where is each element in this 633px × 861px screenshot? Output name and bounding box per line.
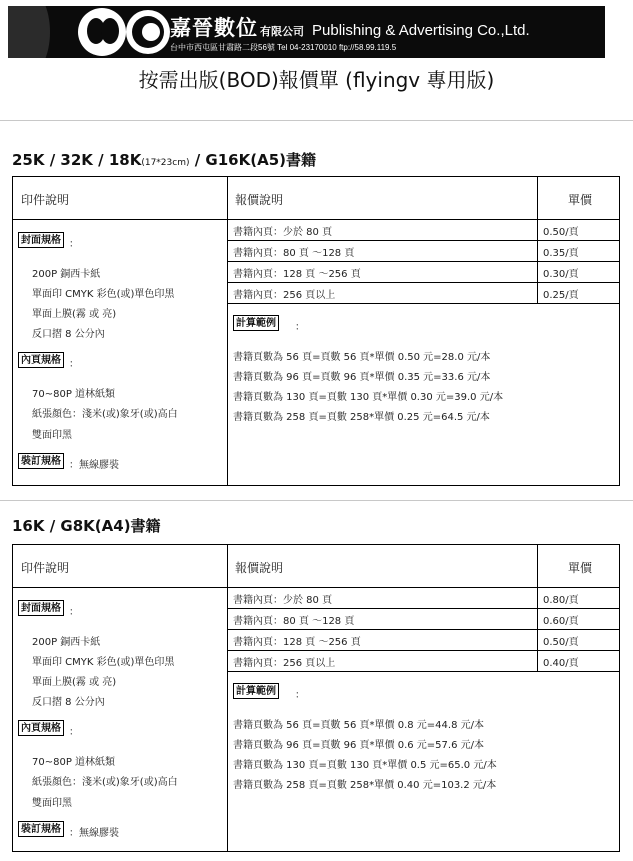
column-divider (227, 545, 228, 851)
header-spec: 印件說明 (21, 561, 70, 575)
binding-spec-label-text: 裝訂規格 (21, 824, 61, 835)
binding-spec-label-text: 裝訂規格 (21, 456, 61, 467)
cover-spec-item: 200P 銅西卡紙 (32, 269, 101, 280)
header-banner (8, 6, 605, 58)
quote-row-price: 0.60/頁 (543, 616, 579, 627)
quote-row-desc: 書籍內頁：80 頁 ～128 頁 (233, 616, 355, 627)
quote-row-desc: 書籍內頁：256 頁以上 (233, 290, 336, 301)
cover-spec-item: 單面上膜(霧 或 亮) (32, 677, 117, 688)
row-divider (227, 261, 619, 262)
divider (0, 120, 633, 121)
binding-spec-value: ：無線膠裝 (69, 460, 119, 471)
price-table (12, 176, 620, 486)
calc-example-label (233, 683, 279, 699)
calc-line: 書籍頁數為 96 頁=頁數 96 頁*單價 0.35 元=33.6 元/本 (233, 372, 491, 383)
calc-line: 書籍頁數為 56 頁=頁數 56 頁*單價 0.8 元=44.8 元/本 (233, 720, 484, 731)
calc-line: 書籍頁數為 56 頁=頁數 56 頁*單價 0.50 元=28.0 元/本 (233, 352, 491, 363)
logo-shape (8, 6, 50, 58)
inner-spec-label-text: 內頁規格 (21, 723, 61, 734)
section-title-suffix: / G16K(A5)書籍 (189, 151, 316, 169)
column-divider (227, 177, 228, 485)
calc-line: 書籍頁數為 130 頁=頁數 130 頁*單價 0.5 元=65.0 元/本 (233, 760, 497, 771)
quote-row-price: 0.80/頁 (543, 595, 579, 606)
quote-row-desc: 書籍內頁：128 頁 ～256 頁 (233, 269, 361, 280)
section-title-main: 16K / G8K(A4)書籍 (12, 517, 161, 535)
row-divider (227, 240, 619, 241)
colon: ： (69, 359, 79, 370)
quote-row-desc: 書籍內頁：128 頁 ～256 頁 (233, 637, 361, 648)
calc-example-label-text: 計算範例 (236, 318, 276, 329)
row-divider (227, 608, 619, 609)
header-divider (13, 587, 619, 588)
binding-spec-value: ：無線膠裝 (69, 828, 119, 839)
quote-row-desc: 書籍內頁：少於 80 頁 (233, 227, 333, 238)
quote-row-desc: 書籍內頁：256 頁以上 (233, 658, 336, 669)
inner-spec-item: 紙張顏色：淺米(或)象牙(或)高白 (32, 777, 178, 788)
cover-spec-item: 單面印 CMYK 彩色(或)單色印黑 (32, 289, 175, 300)
row-divider (227, 303, 619, 304)
header-spec: 印件說明 (21, 193, 70, 207)
inner-spec-item: 雙面印黑 (32, 798, 72, 809)
header-price: 單價 (568, 193, 593, 207)
inner-spec-item: 雙面印黑 (32, 430, 72, 441)
divider (0, 500, 633, 501)
row-divider (227, 282, 619, 283)
row-divider (227, 650, 619, 651)
quote-row-price: 0.35/頁 (543, 248, 579, 259)
header-divider (13, 219, 619, 220)
calc-line: 書籍頁數為 258 頁=頁數 258*單價 0.40 元=103.2 元/本 (233, 780, 497, 791)
colon: ： (69, 727, 79, 738)
inner-spec-label (18, 352, 64, 368)
inner-spec-label-text: 內頁規格 (21, 355, 61, 366)
quote-row-price: 0.50/頁 (543, 637, 579, 648)
calc-line: 書籍頁數為 96 頁=頁數 96 頁*單價 0.6 元=57.6 元/本 (233, 740, 484, 751)
logo-hole-right (101, 18, 119, 44)
inner-spec-item: 70~80P 道林紙類 (32, 389, 116, 400)
cover-spec-item: 反口摺 8 公分內 (32, 697, 105, 708)
logo-ring-center (142, 23, 160, 41)
colon: ： (69, 239, 79, 250)
calc-example-label (233, 315, 279, 331)
company-type: 有限公司 (260, 25, 304, 38)
header-quote: 報價說明 (235, 561, 284, 575)
cover-spec-label (18, 232, 64, 248)
cover-spec-item: 單面上膜(霧 或 亮) (32, 309, 117, 320)
colon: ： (69, 607, 79, 618)
quote-row-price: 0.50/頁 (543, 227, 579, 238)
company-address: 台中市西屯區甘肅路二段56號 Tel 04-23170010 ftp://58.99.119.5 (170, 43, 397, 52)
cover-spec-item: 反口摺 8 公分內 (32, 329, 105, 340)
row-divider (227, 629, 619, 630)
calc-line: 書籍頁數為 130 頁=頁數 130 頁*單價 0.30 元=39.0 元/本 (233, 392, 504, 403)
quote-row-desc: 書籍內頁：80 頁 ～128 頁 (233, 248, 355, 259)
inner-spec-item: 紙張顏色：淺米(或)象牙(或)高白 (32, 409, 178, 420)
cover-spec-label (18, 600, 64, 616)
row-divider (227, 671, 619, 672)
section-title (12, 149, 316, 170)
binding-spec-label (18, 821, 64, 837)
section-title-main: 25K / 32K / 18K (12, 151, 142, 169)
cover-spec-label-text: 封面規格 (21, 235, 61, 246)
inner-spec-item: 70~80P 道林紙類 (32, 757, 116, 768)
company-name-en: Publishing & Advertising Co.,Ltd. (312, 22, 530, 39)
page-title: 按需出版(BOD)報價單 (flyingv 專用版) (138, 68, 495, 92)
binding-spec-label (18, 453, 64, 469)
price-table (12, 544, 620, 852)
quote-row-price: 0.40/頁 (543, 658, 579, 669)
colon: ： (295, 322, 305, 333)
cover-spec-label-text: 封面規格 (21, 603, 61, 614)
calc-example-label-text: 計算範例 (236, 686, 276, 697)
cover-spec-item: 200P 銅西卡紙 (32, 637, 101, 648)
header-quote: 報價說明 (235, 193, 284, 207)
quote-row-desc: 書籍內頁：少於 80 頁 (233, 595, 333, 606)
company-name (170, 12, 530, 42)
header-price: 單價 (568, 561, 593, 575)
section-title-size: (17*23cm) (141, 158, 190, 168)
quote-row-price: 0.25/頁 (543, 290, 579, 301)
calc-line: 書籍頁數為 258 頁=頁數 258*單價 0.25 元=64.5 元/本 (233, 412, 490, 423)
inner-spec-label (18, 720, 64, 736)
section-title (12, 515, 161, 536)
cover-spec-item: 單面印 CMYK 彩色(或)單色印黑 (32, 657, 175, 668)
colon: ： (295, 690, 305, 701)
quote-row-price: 0.30/頁 (543, 269, 579, 280)
company-name-cn: 嘉晉數位 (170, 16, 258, 40)
